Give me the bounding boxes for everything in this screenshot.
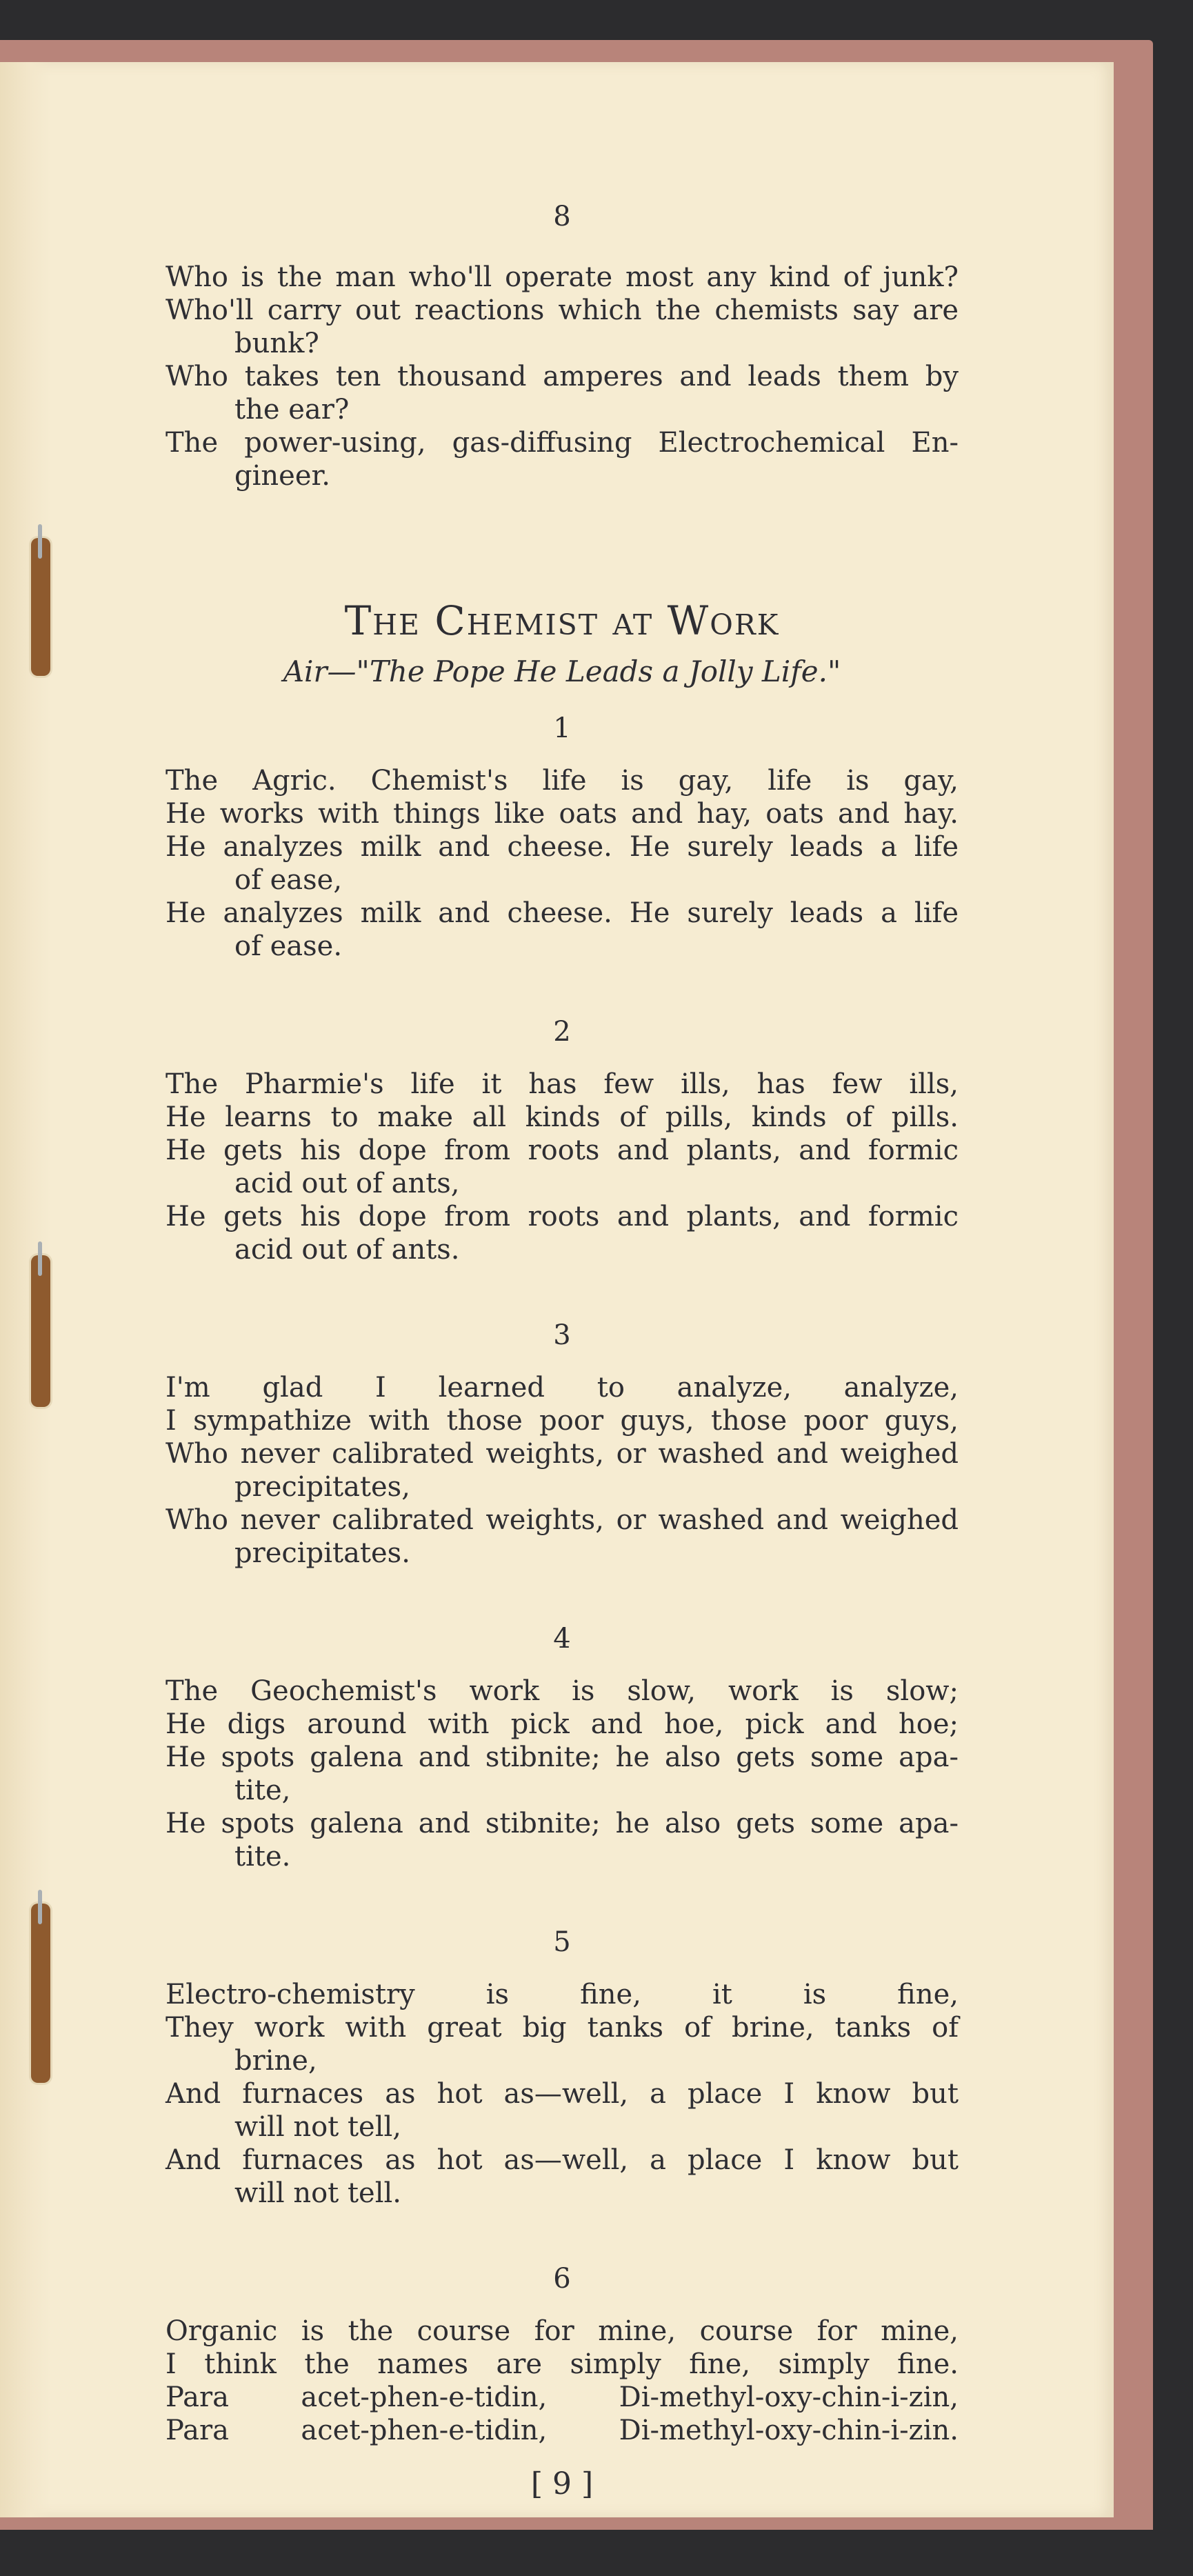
verse-line: Electro-chemistry is fine, it is fine, bbox=[166, 1979, 959, 2010]
stanza-list bbox=[166, 712, 959, 2447]
song-title: The Chemist at Work bbox=[344, 597, 780, 644]
verse-line-continuation: tite. bbox=[234, 1841, 291, 1873]
stanza bbox=[166, 1926, 959, 2210]
verse-line: Who never calibrated weights, or washed and weighed bbox=[166, 1438, 959, 1470]
stanza bbox=[166, 712, 959, 963]
stanza-number: 2 bbox=[553, 1016, 571, 1048]
verse-line: He gets his dope from roots and plants, and formic bbox=[166, 1201, 959, 1232]
verse-line: Para acet-phen-e-tidin, Di-methyl-oxy-chin-i-zin. bbox=[166, 2415, 959, 2446]
verse-line: Para acet-phen-e-tidin, Di-methyl-oxy-chin-i-zin, bbox=[166, 2382, 959, 2413]
stanza-number: 5 bbox=[553, 1926, 571, 1958]
verse-line: He spots galena and stibnite; he also gets some apa- bbox=[166, 1741, 959, 1773]
verse-line: He learns to make all kinds of pills, kinds of pills. bbox=[166, 1101, 959, 1133]
verse-line-continuation: will not tell, bbox=[234, 2111, 402, 2143]
verse-line-continuation: of ease. bbox=[234, 930, 343, 962]
verse-line: I'm glad I learned to analyze, analyze, bbox=[166, 1372, 959, 1404]
verse-line: They work with great big tanks of brine, tanks of bbox=[166, 2012, 959, 2044]
verse-line-continuation: tite, bbox=[234, 1775, 291, 1806]
song-air: Air—"The Pope He Leads a Jolly Life." bbox=[283, 655, 841, 688]
verse-line-continuation: gineer. bbox=[234, 460, 330, 492]
intro-verse bbox=[166, 261, 959, 492]
verse-line: He analyzes milk and cheese. He surely leads a life bbox=[166, 831, 959, 863]
page-top-number: 8 bbox=[553, 201, 571, 232]
verse-line-continuation: will not tell. bbox=[234, 2177, 402, 2209]
verse-line: He works with things like oats and hay, oats and hay. bbox=[166, 798, 959, 830]
verse-line-continuation: acid out of ants. bbox=[234, 1234, 460, 1266]
stanza bbox=[166, 1319, 959, 1570]
verse-line: The power-using, gas-diffusing Electrochemical En- bbox=[166, 427, 959, 459]
verse-line: And furnaces as hot as—well, a place I know but bbox=[166, 2078, 959, 2110]
stanza bbox=[166, 1622, 959, 1873]
stanza-number: 6 bbox=[553, 2263, 571, 2295]
binding-stitch-top bbox=[31, 538, 50, 676]
page-content bbox=[166, 200, 959, 2501]
stanza bbox=[166, 1015, 959, 1266]
verse-line-continuation: of ease, bbox=[234, 864, 343, 896]
verse-line: The Pharmie's life it has few ills, has few ills, bbox=[166, 1068, 959, 1100]
verse-line-continuation: precipitates, bbox=[234, 1471, 410, 1503]
verse-line: Who takes ten thousand amperes and leads them by bbox=[166, 361, 959, 392]
verse-line: Who never calibrated weights, or washed and weighed bbox=[166, 1504, 959, 1536]
stanza-number: 4 bbox=[553, 1623, 571, 1655]
binding-stitch-bottom bbox=[31, 1904, 50, 2083]
verse-line: The Geochemist's work is slow, work is slow; bbox=[166, 1675, 959, 1707]
verse-line: He digs around with pick and hoe, pick and hoe; bbox=[166, 1708, 959, 1740]
page-folio: [ 9 ] bbox=[530, 2466, 594, 2502]
verse-line: And furnaces as hot as—well, a place I know but bbox=[166, 2144, 959, 2176]
verse-line-continuation: bunk? bbox=[234, 328, 319, 359]
verse-line-continuation: brine, bbox=[234, 2045, 317, 2077]
verse-line-continuation: acid out of ants, bbox=[234, 1168, 460, 1199]
verse-line: He gets his dope from roots and plants, and formic bbox=[166, 1135, 959, 1166]
verse-line: I sympathize with those poor guys, those poor guys, bbox=[166, 1405, 959, 1437]
verse-line-continuation: precipitates. bbox=[234, 1537, 410, 1569]
stanza-number: 1 bbox=[553, 712, 571, 744]
verse-line: Who is the man who'll operate most any kind of junk? bbox=[166, 261, 959, 293]
verse-line: The Agric. Chemist's life is gay, life is gay, bbox=[166, 765, 959, 797]
stanza-number: 3 bbox=[553, 1319, 571, 1351]
verse-line: Organic is the course for mine, course for mine, bbox=[166, 2315, 959, 2347]
verse-line: He analyzes milk and cheese. He surely leads a life bbox=[166, 897, 959, 929]
verse-line: Who'll carry out reactions which the chemists say are bbox=[166, 294, 959, 326]
verse-line: He spots galena and stibnite; he also gets some apa- bbox=[166, 1808, 959, 1839]
verse-line-continuation: the ear? bbox=[234, 394, 350, 426]
verse-line: I think the names are simply fine, simply fine. bbox=[166, 2348, 959, 2380]
stanza bbox=[166, 2262, 959, 2447]
binding-stitch-middle bbox=[31, 1255, 50, 1407]
